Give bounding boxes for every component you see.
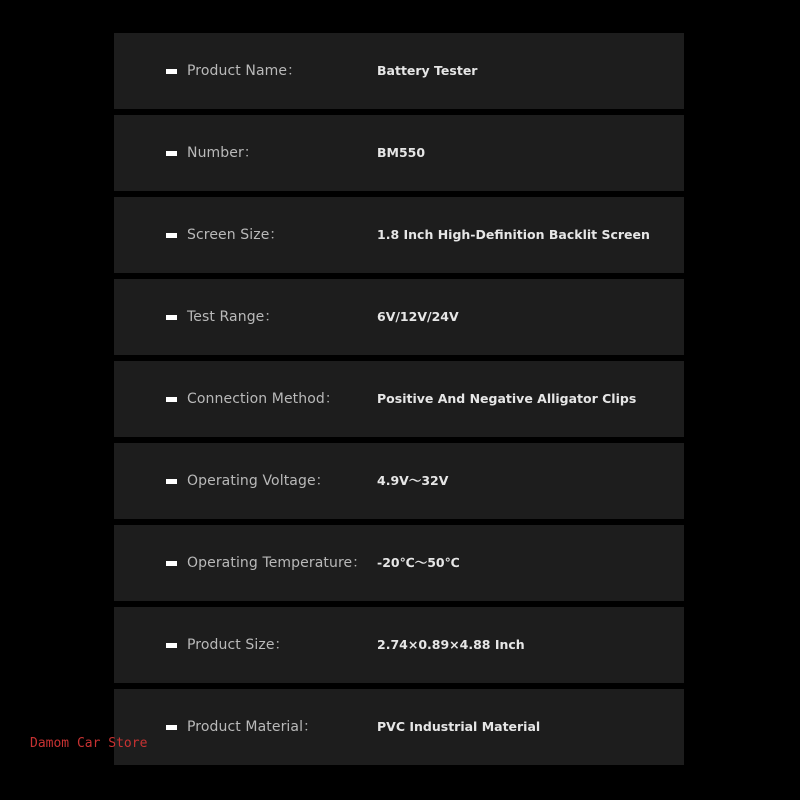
- bullet-icon: [166, 561, 177, 566]
- bullet-icon: [166, 397, 177, 402]
- bullet-icon: [166, 233, 177, 238]
- spec-label: Connection Method：: [187, 391, 339, 407]
- spec-value: -20℃～50℃: [377, 555, 460, 570]
- spec-value: BM550: [377, 145, 426, 160]
- spec-value: PVC Industrial Material: [377, 719, 541, 734]
- spec-value: Positive And Negative Alligator Clips: [377, 391, 637, 406]
- bullet-icon: [166, 725, 177, 730]
- spec-label: Screen Size：: [187, 227, 284, 243]
- spec-label: Number：: [187, 145, 258, 161]
- spec-row-product-name: [114, 33, 684, 109]
- spec-label: Operating Temperature：: [187, 555, 367, 571]
- spec-row-screen-size: [114, 197, 684, 273]
- spec-row-connection-method: [114, 361, 684, 437]
- spec-table: [114, 33, 684, 771]
- spec-label: Product Size：: [187, 637, 289, 653]
- bullet-icon: [166, 479, 177, 484]
- spec-row-test-range: [114, 279, 684, 355]
- spec-value: 2.74×0.89×4.88 Inch: [377, 637, 525, 652]
- spec-label: Test Range：: [187, 309, 279, 325]
- spec-label: Product Name：: [187, 63, 302, 79]
- bullet-icon: [166, 69, 177, 74]
- store-watermark: Damom Car Store: [30, 736, 148, 751]
- spec-value: 4.9V～32V: [377, 473, 449, 488]
- spec-row-operating-voltage: [114, 443, 684, 519]
- spec-value: 6V/12V/24V: [377, 309, 459, 324]
- spec-label: Product Material：: [187, 719, 318, 735]
- spec-row-operating-temperature: [114, 525, 684, 601]
- spec-label: Operating Voltage：: [187, 473, 330, 489]
- spec-row-product-size: [114, 607, 684, 683]
- bullet-icon: [166, 151, 177, 156]
- spec-value: Battery Tester: [377, 63, 478, 78]
- bullet-icon: [166, 643, 177, 648]
- spec-value: 1.8 Inch High-Definition Backlit Screen: [377, 227, 650, 242]
- spec-row-product-material: [114, 689, 684, 765]
- bullet-icon: [166, 315, 177, 320]
- spec-row-number: [114, 115, 684, 191]
